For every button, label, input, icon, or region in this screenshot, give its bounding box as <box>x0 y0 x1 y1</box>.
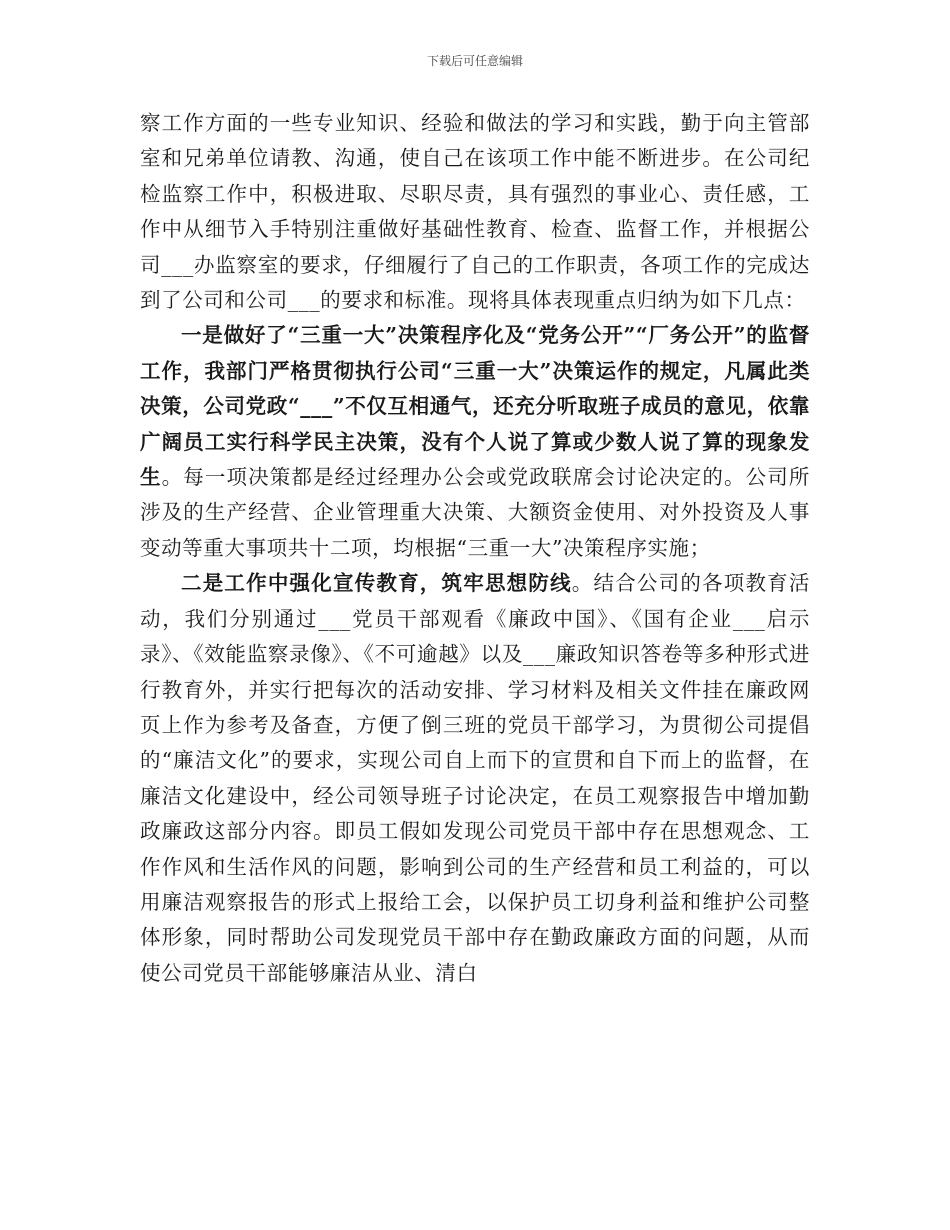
paragraph-2-bold: 一是做好了“三重一大”决策程序化及“党务公开”“厂务公开”的监督工作，我部门严格贯彻执行公司“三重一大”决策运作的规定，凡属此类决策，公司党政“___”不仅互相通气，还充分听取班子成员的意见，依靠广阔员工实行科学民主决策，没有个人说了算或少数人说了算的现象发生 <box>140 323 810 490</box>
paragraph-3 <box>140 566 810 991</box>
paragraph-1 <box>140 106 810 318</box>
document-body <box>140 106 810 991</box>
paragraph-3-text: 。结合公司的各项教育活动，我们分别通过___党员干部观看《廉政中国》、《国有企业___启示录》、《效能监察录像》、《不可逾越》以及___廉政知识答卷等多种形式进行教育外，并实行把每次的活动安排、学习材料及相关文件挂在廉政网页上作为参考及备查，方便了倒三班的党员干部学习，为贯彻公司提倡的“廉洁文化”的要求，实现公司自上而下的宣贯和自下而上的监督，在廉洁文化建设中，经公司领导班子讨论决定，在员工观察报告中增加勤政廉政这部分内容。即员工假如发现公司党员干部中存在思想观念、工作作风和生活作风的问题，影响到公司的生产经营和员工利益的，可以用廉洁观察报告的形式上报给工会，以保护员工切身利益和维护公司整体形象，同时帮助公司发现党员干部中存在勤政廉政方面的问题，从而使公司党员干部能够廉洁从业、清白 <box>140 571 810 985</box>
paragraph-1-text: 察工作方面的一些专业知识、经验和做法的学习和实践，勤于向主管部室和兄弟单位请教、沟通，使自己在该项工作中能不断进步。在公司纪检监察工作中，积极进取、尽职尽责，具有强烈的事业心、责任感，工作中从细节入手特别注重做好基础性教育、检查、监督工作，并根据公司___办监察室的要求，仔细履行了自己的工作职责，各项工作的完成达到了公司和公司___的要求和标准。现将具体表现重点归纳为如下几点： <box>140 111 810 313</box>
paragraph-3-bold: 二是工作中强化宣传教育，筑牢思想防线 <box>181 571 572 596</box>
header-note: 下载后可任意编辑 <box>426 54 523 68</box>
paragraph-2-text: 。每一项决策都是经过经理办公会或党政联席会讨论决定的。公司所涉及的生产经营、企业管理重大决策、大额资金使用、对外投资及人事变动等重大事项共十二项，均根据“三重一大”决策程序实施； <box>140 465 810 560</box>
paragraph-2 <box>140 318 810 566</box>
